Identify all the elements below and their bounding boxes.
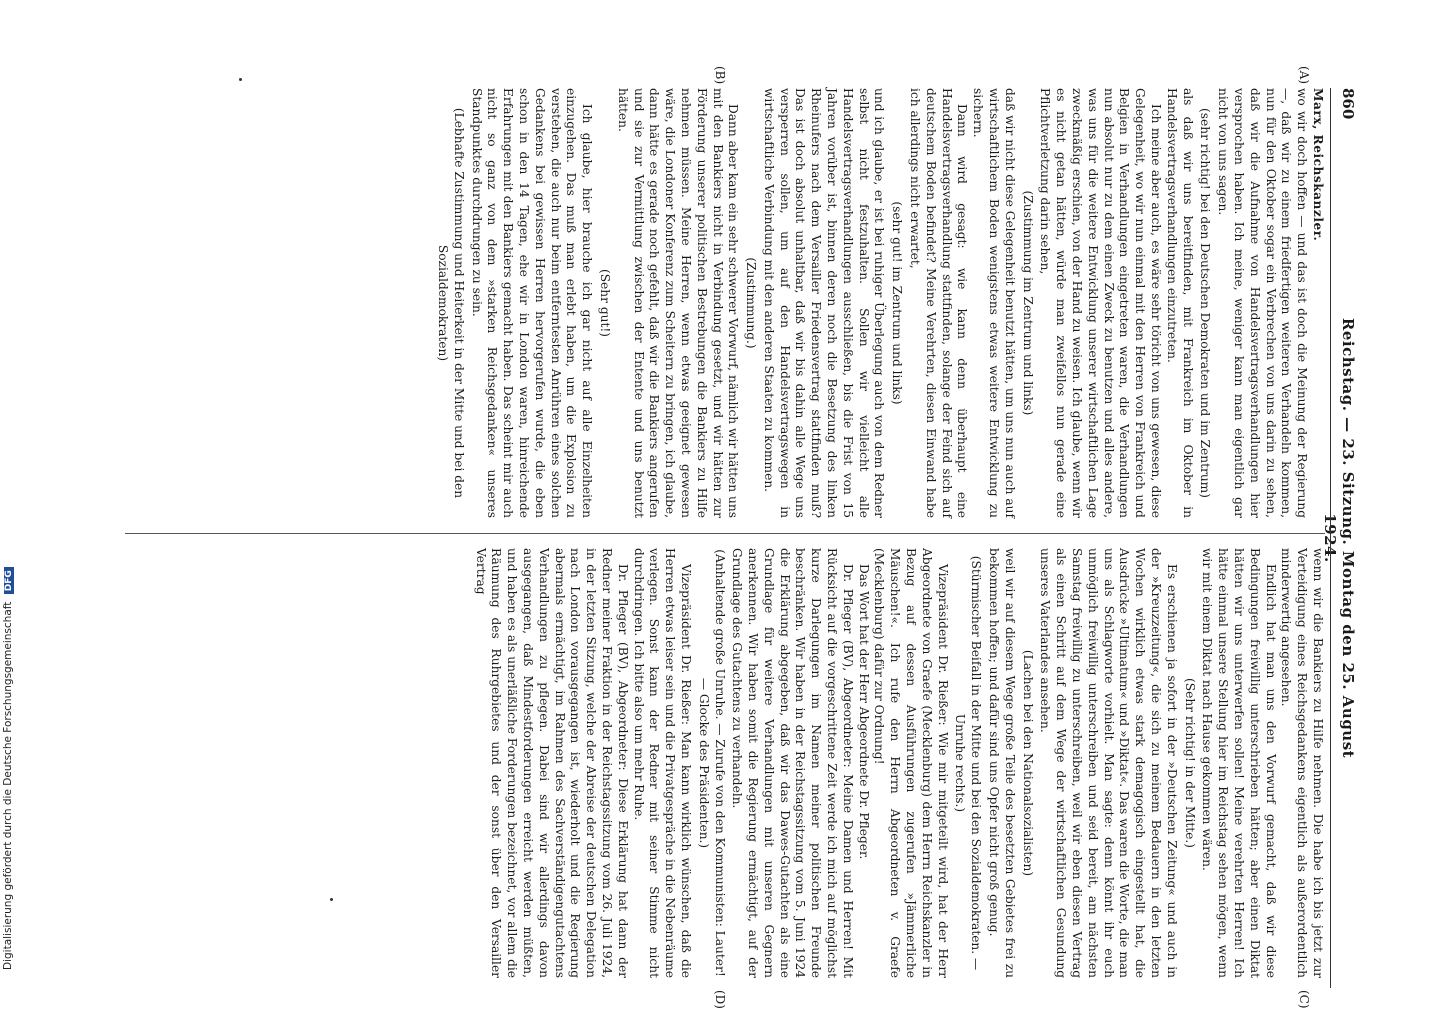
interjection: (Lachen bei den Nationalsozialisten) (1020, 649, 1035, 877)
paragraph: wo wir doch hoffen — und das ist doch die Meinung der Regierung —, daß wir zu einem friedfertigen weiteren Verhandeln kommen, nun für den Oktober sogar ein Verbrechen von uns darin zu sehen, daß wir die Aufnahme von Handelsvertragsverhandlungen hier versprochen haben. Ich meine, weniger kann man eigentlich gar nicht von uns sagen. (1216, 88, 1310, 518)
paragraph: Dann wird gesagt: wie kann denn überhaupt eine Handelsvertragsverhandlung stattfinden, solange der Feind sich auf deutschem Boden befindet? Meine Verehrten, diesen Einwand habe ich allerdings nicht erwartet, (908, 88, 970, 518)
paragraph: weil wir auf diesem Wege große Teile des besetzten Gebietes frei zu bekommen hoffen; und dafür sind uns Opfer nicht groß genug. (987, 548, 1017, 978)
funding-text: Digitalisierung gefördert durch die Deutsche Forschungsgemeinschaft (2, 601, 14, 970)
header-rule (1330, 88, 1331, 988)
interjection: (sehr gut! im Zentrum und links) (890, 201, 905, 405)
paragraph: Endlich hat man uns den Vorwurf gemacht, daß wir diese Bedingungen freiwillig unterschrieben hätten; aber einen Diktat hätten wir uns unterwerfen sollen! Meine verehrten Herren! Ich hätte einmal unsere Stellung hier im Reichstag sehen mögen, wenn wir mit einem Diktat nach Hause gekommen wären. (1200, 548, 1278, 978)
paragraph: wenn wir die Bankiers zu Hilfe nehmen. Die habe ich bis jetzt zur Verteidigung eines Reichsgedankens eigentlich als außerordentlich minderwertig angesehen. (1279, 548, 1325, 978)
paragraph: Dann aber kam ein sehr schwerer Vorwurf, nämlich wir hätten uns mit den Bankiers nicht in Verbindung gesetzt, und wir hätten zur Förderung unserer politischen Bestrebungen die Bankiers zu Hilfe nehmen müssen. Meine Herren, wenn etwas geeignet gewesen wäre, die Londoner Konferenz zum Scheitern zu bringen, ich glaube, dann hätte es gerade noch gefehlt, daß wir die Bankiers angerufen und sie zur Vermittlung zwischen der Entente und uns benutzt hätten. (615, 88, 741, 518)
margin-letter-b: (B) (713, 66, 727, 85)
paragraph: als daß wir uns bereitfinden, mit Frankreich im Oktober in Handelsvertragsverhandlungen einzutreten. (1164, 88, 1195, 518)
interjection: (Zustimmung.) (744, 257, 759, 349)
margin-letter-c: (C) (1297, 990, 1311, 1009)
paragraph: Vizepräsident Dr. Rießer: Man kann wirklich wünschen, daß die Herren etwas leiser sein und die Privatgespräche in die Nebenräume verlegen. Sonst kann der Redner mit seiner Stimme nicht durchdringen. Ich bitte also um mehr Ruhe. (631, 548, 693, 978)
column-divider (125, 533, 1325, 534)
page-number: 860 (1339, 88, 1357, 120)
interjection: (Lebhafte Zustimmung und Heiterkeit in der Mitte und bei den Sozialdemokraten) (435, 107, 466, 499)
paragraph: Dr. Pfleger (BV), Abgeordneter: Meine Damen und Herren! Mit Rücksicht auf die vorgeschrittene Zeit werde ich mich auf möglichst kurze Darlegungen im Namen meiner politischen Freunde beschränken. Wir haben in der Reichstagssitzung vom 5. Juni 1924 die Erklärung abgegeben, daß wir das Dawes-Gutachten als eine Grundlage für weitere Verhandlungen mit unseren Gegnern anerkennen. Wir haben somit die Regierung ermächtigt, auf der Grundlage des Gutachtens zu verhandeln. (730, 548, 855, 978)
speck (239, 78, 242, 81)
paragraph: Vizepräsident Dr. Rießer: Wie mir mitgeteilt wird, hat der Herr Abgeordnete von Graefe (Mecklenburg) dem Herrn Reichskanzler in Bezug auf dessen Ausführungen zugerufen »Jämmerliche Mäuschen!«. Ich rufe den Herrn Abgeordneten v. Graefe (Mecklenburg) dafür zur Ordnung! (872, 548, 950, 978)
paragraph: Es erschienen ja sofort in der »Deutschen Zeitung« und auch in der »Kreuzzeitung«, die sich zu meinem Bedauern in den letzten Wochen wirklich etwas stark demagogisch eingestellt hat, die Ausdrücke »Ultimatum« und »Diktat«. Das waren die Worte, die man uns als Schlagworte vorhielt. Man sagte: denn könnt ihr euch unmöglich freiwillig unterschreiben und seid bereit, am nächsten Samstag freiwillig zu unterschreiben, weil wir eben diesen Vertrag als einen Schritt auf dem Wege der wirtschaftlichen Gesundung unseres Vaterlandes ansehen. (1038, 548, 1179, 978)
paragraph: Ich glaube, hier brauche ich gar nicht auf alle Einzelheiten einzugehen. Das muß man erlebt haben, um die Explosion zu verstehen, die auch nur beim entferntesten Anrühren eines solchen Gedankens bei gewissen Herren hervorgerufen wurde, die eben schon in den 14 Tagen, ehe wir in London waren, hinreichende Erfahrungen mit den Bankiers gemacht haben. Das scheint mir auch nicht so ganz von dem »starken Reichsgedanken« unseres Standpunktes durchdrungen zu sein. (469, 88, 595, 518)
margin-letter-a: (A) (1297, 66, 1311, 85)
paragraph: Ich meine aber auch, es wäre sehr töricht von uns gewesen, diese Gelegenheit, wo wir nun einmal mit den Herren von Frankreich und Belgien in Verhandlungen eingetreten waren, die Verhandlungen nun absolut nur zu dem einen Zweck zu benutzen und alles andere, was uns für die weitere Entwicklung unserer wirtschaftlichen Lage zweckmäßig erschien, von der Hand zu weisen. Ich glaube, wenn wir es nicht getan hätten, würde man zweifellos nun gerade eine Pflichtverletzung darin sehen, (1038, 88, 1164, 518)
interjection: (Anhaltende große Unruhe. — Zurufe von den Kommunisten: Lauter! — Glocke des Präsidenten.) (696, 549, 727, 977)
interjection: (Zustimmung im Zentrum und links) (1020, 190, 1035, 416)
paragraph: und ich glaube, er ist bei ruhiger Überlegung auch von dem Redner selbst nicht festzuhalten. Sollen wir vielleicht alle Handelsvertragsverhandlungen ausschließen, bis die Frist von 15 Jahren vorüber ist, binnen deren noch die Besetzung des linken Rheinufers nach dem Versailler Friedensvertrag stattfinden muß? Das ist doch absolut unhaltbar, daß wir bis dahin alle Wege uns versperren sollen, um auf den Handelsvertragswegen in wirtschaftliche Verbindung mit den anderen Staaten zu kommen. (761, 88, 887, 518)
paragraph: daß wir nicht diese Gelegenheit benutzt hätten, um uns nun auch auf wirtschaftlichem Boden wenigstens etwas weitere Entwicklung zu sichern. (971, 88, 1017, 518)
left-column (432, 88, 1325, 518)
newspaper-page (127, 66, 1357, 1009)
speaker-heading: Marx, Reichskanzler. (1311, 88, 1325, 242)
funding-note (2, 0, 16, 1000)
paragraph: Dr. Pfleger (BV), Abgeordneter: Diese Erklärung hat dann der Redner meiner Fraktion in der Reichstagssitzung vom 26. Juli 1924, in der letzten Sitzung, welche der Abreise der deutschen Delegation nach London vorausgegangen ist, wiederholt und die Regierung abermals ermächtigt, im Rahmen des Sachverständigengutachtens Verhandlungen zu pflegen. Dabei sind wir allerdings davon ausgegangen, daß Mindestforderungen erreicht werden müßten, und haben es als unerläßliche Forderungen bezeichnet, vor allem die Räumung des Ruhrgebietes und der sonst über den Versailler Vertrag (473, 548, 630, 978)
margin-letter-d: (D) (713, 990, 727, 1009)
paragraph: Das Wort hat der Herr Abgeordnete Dr. Pfleger. (856, 564, 871, 860)
page-header (1321, 88, 1357, 988)
session-heading: Reichstag. — 23. Sitzung. Montag den 25. August 1924. (1321, 317, 1357, 759)
interjection: (sehr richtig! bei den Deutschen Demokraten und im Zentrum) (1198, 108, 1213, 498)
right-column (472, 548, 1325, 978)
dfg-logo: DFG (4, 567, 14, 594)
interjection: (Sehr richtig! in der Mitte.) (1182, 678, 1197, 848)
interjection: (Sehr gut!) (597, 268, 612, 338)
interjection: (Stürmischer Beifall in der Mitte und bei den Sozialdemokraten. — Unruhe rechts.) (953, 555, 984, 971)
